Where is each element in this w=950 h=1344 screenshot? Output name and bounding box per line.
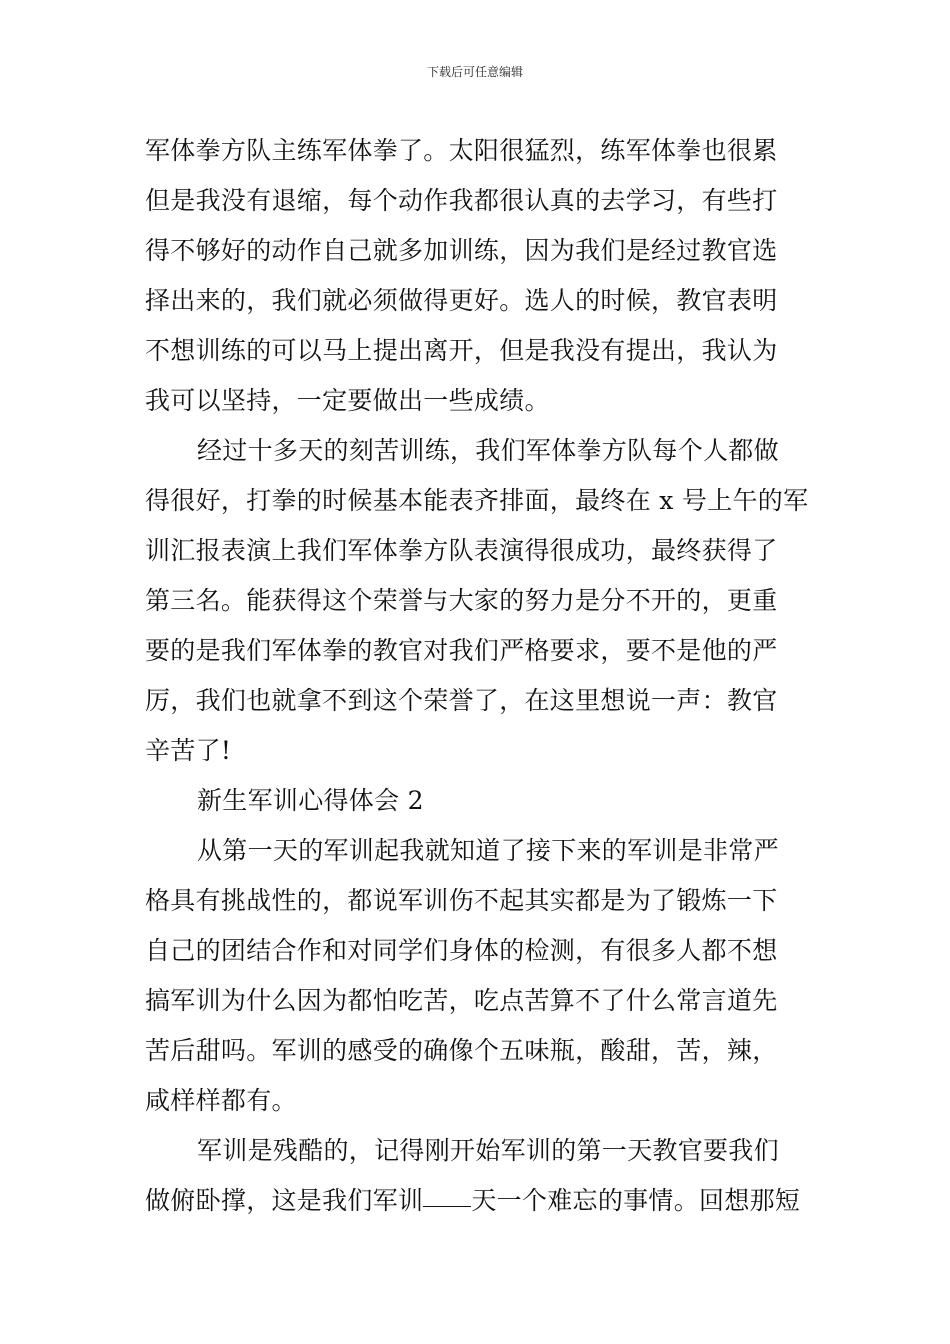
text-line: 格具有挑战性的，都说军训伤不起其实都是为了锻炼一下 [145,886,778,915]
text-line: 择出来的，我们就必须做得更好。选人的时候，教官表明 [145,286,778,315]
text-line: 苦后甜吗。军训的感受的确像个五味瓶，酸甜，苦，辣， [145,1036,778,1065]
text-line: 辛苦了! [145,736,232,765]
text-line: 军体拳方队主练军体拳了。太阳很猛烈，练军体拳也很累 [145,136,778,165]
fill-in-blank [423,1206,471,1207]
text-before-blank: 做俯卧撑，这是我们军训 [145,1186,424,1215]
text-line: 但是我没有退缩，每个动作我都很认真的去学习，有些打 [145,186,778,215]
body-text [145,126,810,1226]
paragraph-start-line: 经过十多天的刻苦训练，我们军体拳方队每个人都做 [197,436,779,465]
text-line: 得很好，打拳的时候基本能表齐排面，最终在 x 号上午的军 [145,486,809,515]
text-line: 第三名。能获得这个荣誉与大家的努力是分不开的，更重 [145,586,778,615]
paragraph-start-line: 从第一天的军训起我就知道了接下来的军训是非常严 [197,836,779,865]
page-header: 下载后可任意编辑 [426,65,523,79]
paragraph-start-line: 军训是残酷的，记得刚开始军训的第一天教官要我们 [197,1136,779,1165]
text-after-blank: 天一个难忘的事情。回想那短 [471,1186,801,1215]
text-line: 不想训练的可以马上提出离开，但是我没有提出，我认为 [145,336,778,365]
section-heading: 新生军训心得体会 2 [197,786,424,815]
text-line: 训汇报表演上我们军体拳方队表演得很成功，最终获得了 [145,536,778,565]
text-line: 我可以坚持，一定要做出一些成绩。 [145,386,550,415]
text-line: 自己的团结合作和对同学们身体的检测，有很多人都不想 [145,936,778,965]
text-line-with-blank [145,1176,810,1226]
text-line: 要的是我们军体拳的教官对我们严格要求，要不是他的严 [145,636,778,665]
text-line: 厉，我们也就拿不到这个荣誉了，在这里想说一声：教官 [145,686,778,715]
text-line: 搞军训为什么因为都怕吃苦，吃点苦算不了什么常言道先 [145,986,778,1015]
text-line: 得不够好的动作自己就多加训练，因为我们是经过教官选 [145,236,778,265]
text-line: 咸样样都有。 [145,1086,297,1115]
